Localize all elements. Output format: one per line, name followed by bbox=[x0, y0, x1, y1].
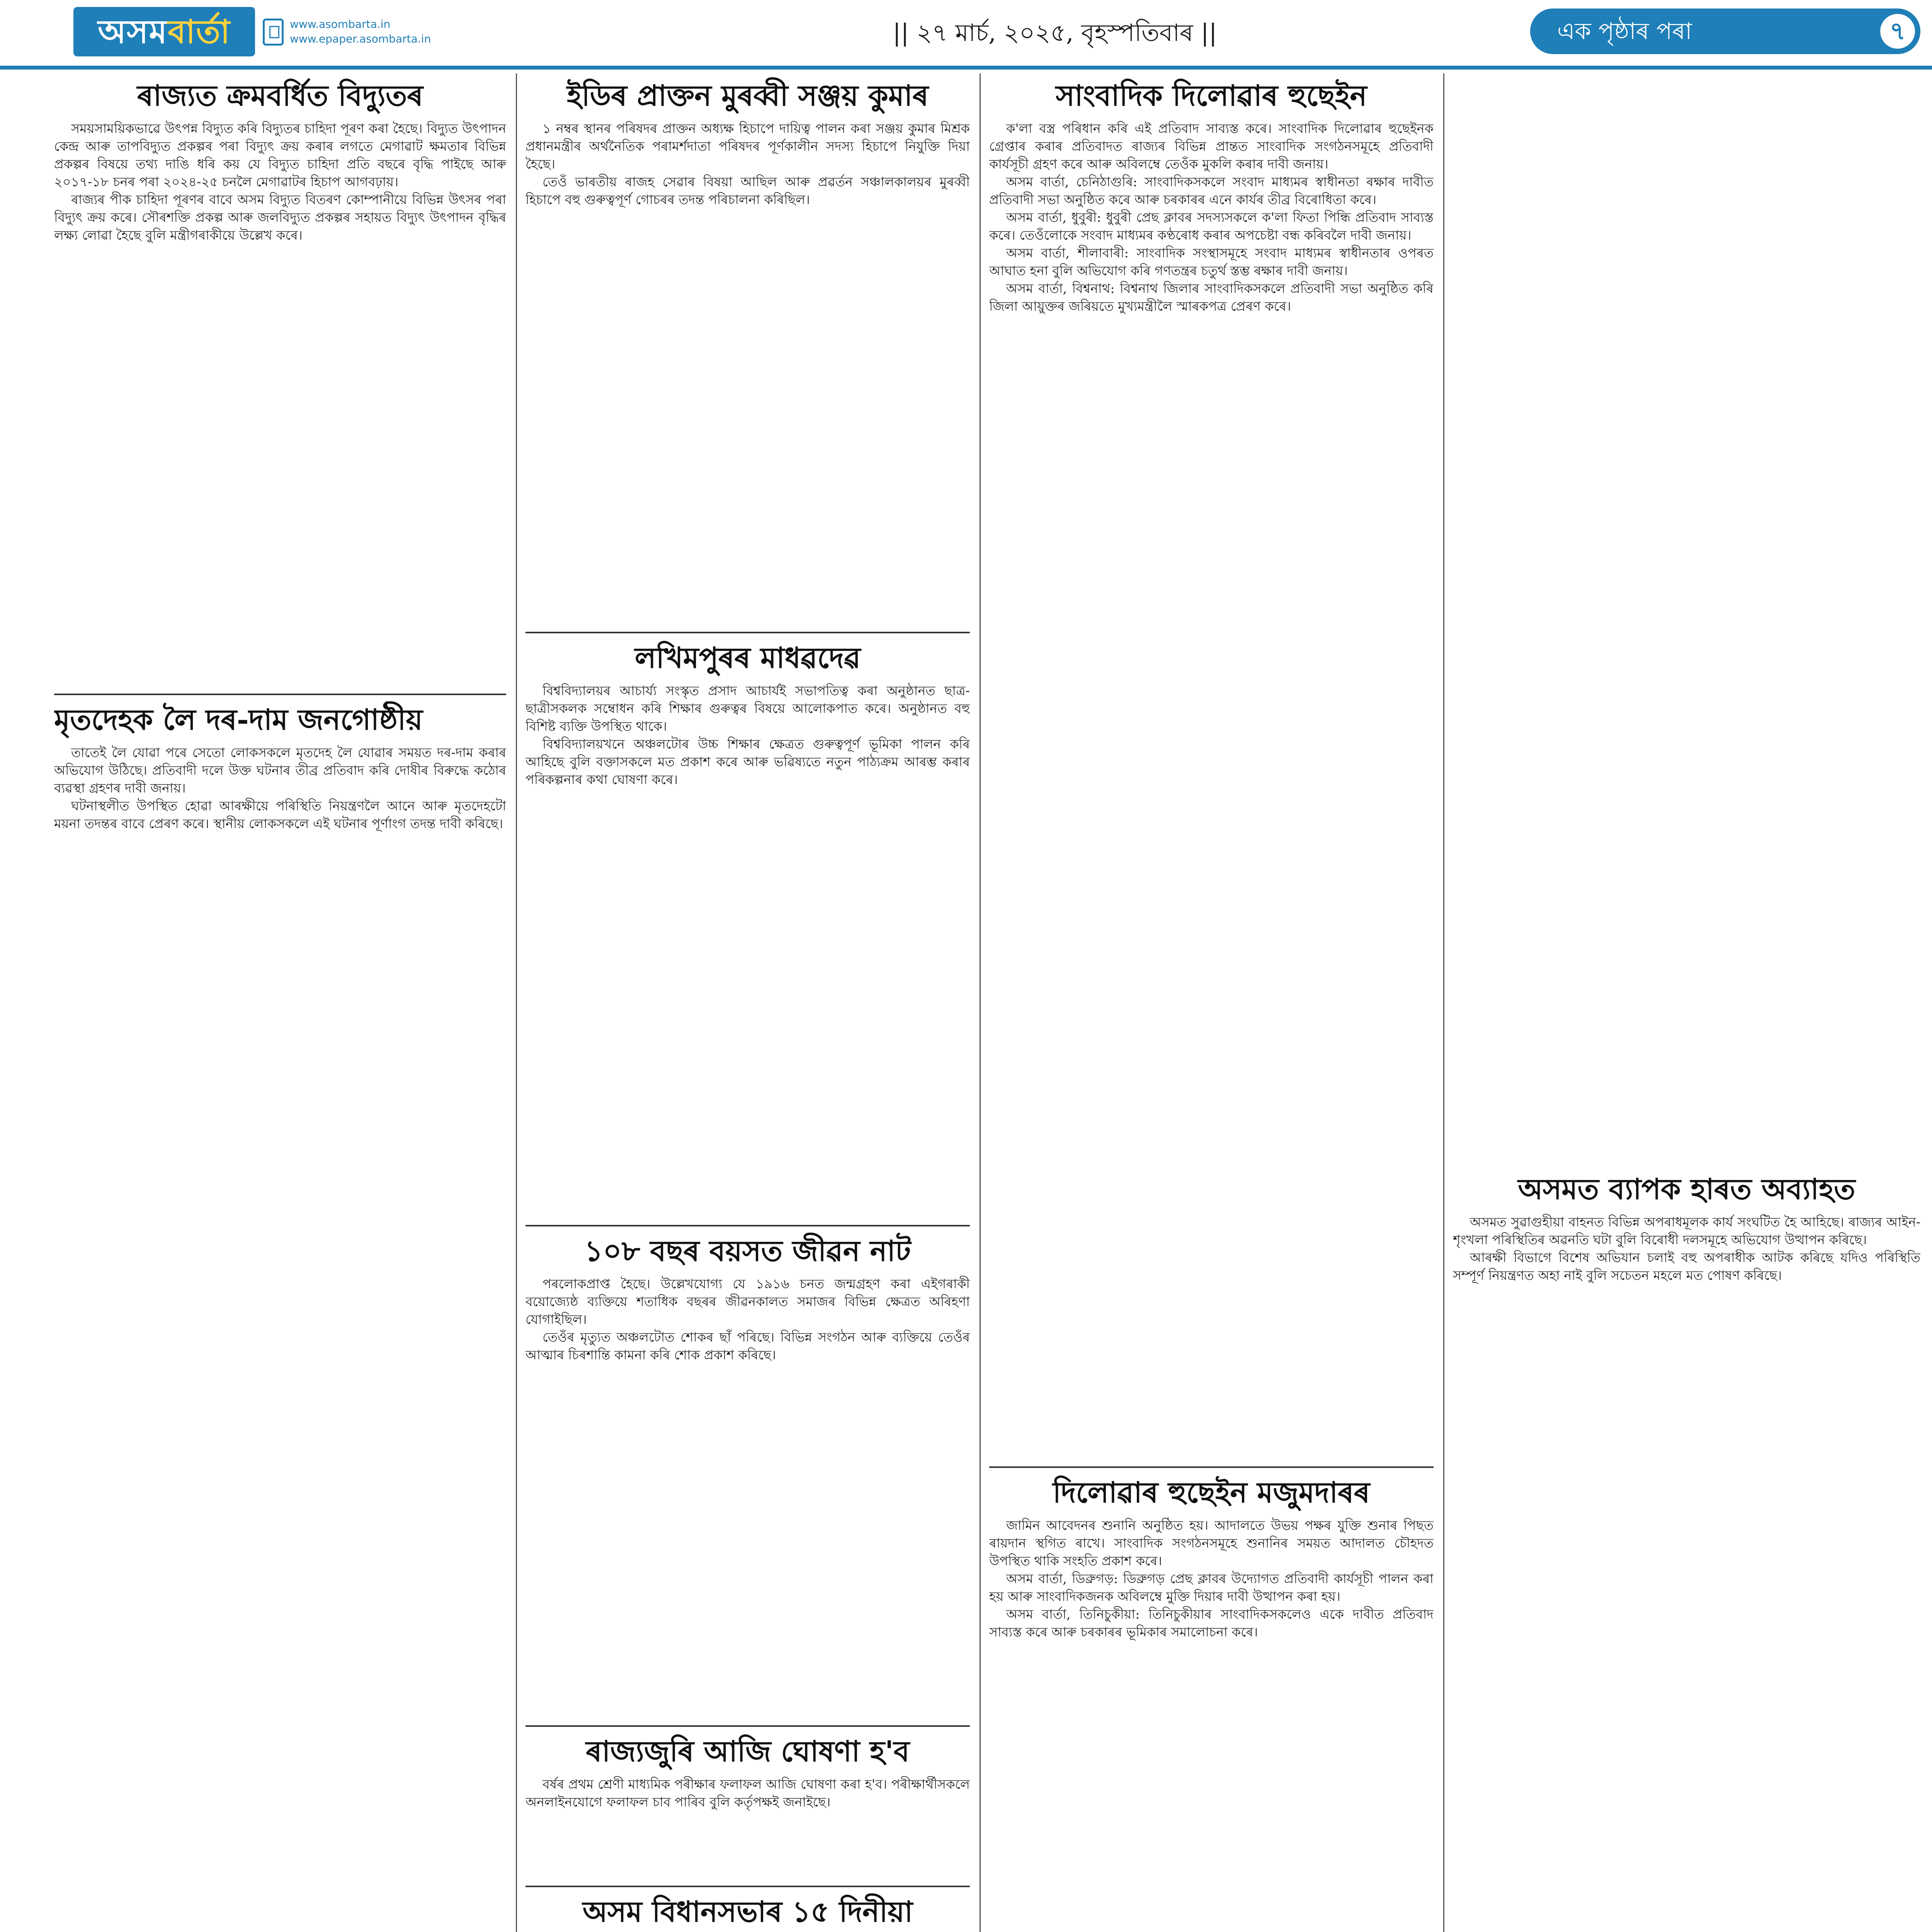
column-divider bbox=[516, 73, 517, 1932]
article-result bbox=[526, 1733, 970, 1880]
article-headline: মৃতদেহক লৈ দৰ-দাম জনগোষ্ঠীয় bbox=[54, 703, 423, 736]
article-lakhimpur bbox=[526, 639, 970, 1219]
article-journalist bbox=[989, 77, 1434, 1461]
logo-text-b: বাৰ্তা bbox=[168, 13, 231, 51]
section-divider bbox=[526, 1225, 970, 1226]
article-assam-crime bbox=[1453, 1171, 1920, 1932]
article-headline: ৰাজ্যজুৰি আজি ঘোষণা হ'ব bbox=[586, 1735, 910, 1768]
article-electricity bbox=[54, 77, 506, 688]
article-paragraph: তাতেই লৈ যোৱা পৰে সেতো লোকসকলে মৃতদেহ লৈ যোৱাৰ সময়ত দৰ-দাম কৰাৰ অভিযোগ উঠিছে। প্ৰতিবাদী দলে উক্ত ঘটনাৰ তীব্ৰ প্ৰতিবাদ কৰি দোষীৰ বিৰুদ্ধে কঠোৰ ব্যৱস্থা গ্ৰহণৰ দাবী জনায়। bbox=[54, 745, 506, 796]
article-paragraph: ১ নম্বৰ স্থানৰ পৰিষদৰ প্ৰাক্তন অধ্যক্ষ হিচাপে দায়িত্ব পালন কৰা সঞ্জয় কুমাৰ মিশ্ৰক প্ৰধানমন্ত্ৰীৰ অৰ্থনৈতিক পৰামৰ্শদাতা পৰিষদৰ পূৰ্ণকালীন সদস্য হিচাপে নিযুক্তি দিয়া হৈছে। bbox=[526, 121, 970, 172]
article-assembly bbox=[526, 1893, 970, 1932]
article-paragraph: সময়সাময়িকভাৱে উৎপন্ন বিদ্যুত কৰি বিদ্যুতৰ চাহিদা পূৰণ কৰা হৈছে। বিদ্যুত উৎপাদন কেন্দ্ৰ আৰু তাপবিদ্যুত প্ৰকল্পৰ পৰা বিদ্যুৎ ক্ৰয় কৰাৰ লগতে মেগাৱাট ক্ষমতাৰ বিভিন্ন প্ৰকল্পৰ বিষয়ে তথ্য দাঙি ধৰি কয় যে বিদ্যুত চাহিদা প্ৰতি বছৰে বৃদ্ধি পাইছে আৰু ২০১৭-১৮ চনৰ পৰা ২০২৪-২৫ চনলৈ মেগাৱাটৰ হিচাপ আগবঢ়ায়। bbox=[54, 121, 506, 189]
page-continuation-label: এক পৃষ্ঠাৰ পৰা bbox=[1557, 18, 1692, 45]
article-paragraph: আৰক্ষী বিভাগে বিশেষ অভিযান চলাই বহু অপৰাধীক আটক কৰিছে যদিও পৰিস্থিতি সম্পূৰ্ণ নিয়ন্ত্ৰণত অহা নাই বুলি সচেতন মহলে মত পোষণ কৰিছে। bbox=[1453, 1250, 1920, 1283]
article-paragraph: পৰলোকপ্ৰাপ্ত হৈছে। উল্লেখযোগ্য যে ১৯১৬ চনত জন্মগ্ৰহণ কৰা এইগৰাকী বয়োজ্যেষ্ঠ ব্যক্তিয়ে শতাধিক বছৰৰ জীৱনকালত সমাজৰ বিভিন্ন ক্ষেত্ৰত অৰিহণা যোগাইছিল। bbox=[526, 1276, 970, 1327]
article-paragraph: অসম বাৰ্তা, শীলাবাৰী: সাংবাদিক সংস্থাসমূহে সংবাদ মাধ্যমৰ স্বাধীনতাৰ ওপৰত আঘাত হনা বুলি অভিযোগ কৰি গণতন্ত্ৰৰ চতুৰ্থ স্তম্ভ ৰক্ষাৰ দাবী জনায়। bbox=[989, 245, 1434, 278]
article-body bbox=[1453, 1213, 1920, 1284]
article-body bbox=[526, 682, 970, 789]
section-divider bbox=[526, 632, 970, 633]
website-links bbox=[290, 17, 431, 46]
page-number: ৭ bbox=[1880, 14, 1915, 49]
mobile-icon bbox=[263, 19, 284, 46]
article-headline: সাংবাদিক দিলোৱাৰ হুছেইন bbox=[1056, 79, 1367, 112]
article-headline: দিলোৱাৰ হুছেইন মজুমদাৰৰ bbox=[1053, 1476, 1370, 1509]
epaper-link[interactable]: www.epaper.asombarta.in bbox=[290, 32, 431, 45]
masthead bbox=[0, 0, 1932, 70]
section-divider bbox=[526, 1886, 970, 1887]
logo-text-a: অসম bbox=[98, 13, 168, 51]
article-paragraph: বৰ্ষৰ প্ৰথম শ্ৰেণী মাধ্যমিক পৰীক্ষাৰ ফলাফল আজি ঘোষণা কৰা হ'ব। পৰীক্ষাৰ্থীসকলে অনলাইনযোগে ফলাফল চাব পাৰিব বুলি কৰ্তৃপক্ষই জনাইছে। bbox=[526, 1777, 970, 1810]
article-paragraph: তেওঁৰ মৃত্যুত অঞ্চলটোত শোকৰ ছাঁ পৰিছে। বিভিন্ন সংগঠন আৰু ব্যক্তিয়ে তেওঁৰ আত্মাৰ চিৰশান্তি কামনা কৰি শোক প্ৰকাশ কৰিছে। bbox=[526, 1330, 970, 1362]
article-body bbox=[54, 744, 506, 833]
article-majumdar bbox=[989, 1474, 1434, 1932]
article-body bbox=[526, 120, 970, 209]
article-paragraph: অসম বাৰ্তা, তিনিচুকীয়া: তিনিচুকীয়াৰ সাংবাদিকসকলেও একে দাবীত প্ৰতিবাদ সাব্যস্ত কৰে আৰু চৰকাৰৰ ভূমিকাৰ সমালোচনা কৰে। bbox=[989, 1607, 1434, 1639]
article-dead-body bbox=[54, 701, 506, 1932]
article-body bbox=[54, 120, 506, 244]
website-link[interactable]: www.asombarta.in bbox=[290, 18, 391, 31]
article-headline: ইডিৰ প্ৰাক্তন মুৰব্বী সঞ্জয় কুমাৰ bbox=[566, 79, 929, 112]
column-divider bbox=[1443, 73, 1444, 1932]
article-headline: ৰাজ্যত ক্ৰমবৰ্ধিত বিদ্যুতৰ bbox=[137, 79, 423, 112]
article-paragraph: তেওঁ ভাৰতীয় ৰাজহ সেৱাৰ বিষয়া আছিল আৰু প্ৰৱৰ্তন সঞ্চালকালয়ৰ মুৰব্বী হিচাপে বহু গুৰুত্বপূৰ্ণ গোচৰৰ তদন্ত পৰিচালনা কৰিছিল। bbox=[526, 174, 970, 207]
article-body bbox=[526, 1275, 970, 1364]
article-body bbox=[526, 1776, 970, 1811]
article-paragraph: অসম বাৰ্তা, ধুবুৰী: ধুবুৰী প্ৰেছ ক্লাবৰ সদস্যসকলে ক'লা ফিতা পিন্ধি প্ৰতিবাদ সাব্যস্ত কৰে। তেওঁলোকে সংবাদ মাধ্যমৰ কণ্ঠৰোধ কৰাৰ অপচেষ্টা বন্ধ কৰিবলৈ দাবী জনায়। bbox=[989, 210, 1434, 243]
page-continuation-badge bbox=[1530, 9, 1920, 54]
dateline: || ২৭ মাৰ্চ, ২০২৫, বৃহস্পতিবাৰ || bbox=[893, 19, 1217, 47]
article-paragraph: বিশ্ববিদ্যালয়ৰ আচাৰ্য্য সংস্কৃত প্ৰসাদ আচাৰ্যই সভাপতিত্ব কৰা অনুষ্ঠানত ছাত্ৰ-ছাত্ৰীসকলক সম্বোধন কৰি শিক্ষাৰ গুৰুত্বৰ বিষয়ে আলোকপাত কৰে। অনুষ্ঠানত বহু বিশিষ্ট ব্যক্তি উপস্থিত থাকে। bbox=[526, 683, 970, 734]
article-headline: লখিমপুৰৰ মাধৱদেৱ bbox=[634, 641, 861, 675]
article-paragraph: অসম বাৰ্তা, ডিব্ৰুগড়: ডিব্ৰুগড় প্ৰেছ ক্লাবৰ উদ্যোগত প্ৰতিবাদী কাৰ্যসূচী পালন কৰা হয় আৰু সাংবাদিকজনক অবিলম্বে মুক্তি দিয়াৰ দাবী উত্থাপন কৰা হয়। bbox=[989, 1571, 1434, 1604]
article-paragraph: অসম বাৰ্তা, বিশ্বনাথ: বিশ্বনাথ জিলাৰ সাংবাদিকসকলে প্ৰতিবাদী সভা অনুষ্ঠিত কৰি জিলা আয়ুক্তৰ জৰিয়তে মুখ্যমন্ত্ৰীলৈ স্মাৰকপত্ৰ প্ৰেৰণ কৰে। bbox=[989, 281, 1434, 314]
article-headline: অসমত ব্যাপক হাৰত অব্যাহত bbox=[1518, 1173, 1855, 1206]
article-paragraph: বিশ্ববিদ্যালয়খনে অঞ্চলটোৰ উচ্চ শিক্ষাৰ ক্ষেত্ৰত গুৰুত্বপূৰ্ণ ভূমিকা পালন কৰি আহিছে বুলি বক্তাসকলে মত প্ৰকাশ কৰে আৰু ভৱিষ্যতে নতুন পাঠ্যক্ৰম আৰম্ভ কৰাৰ পৰিকল্পনাৰ কথা ঘোষণা কৰে। bbox=[526, 736, 970, 787]
article-paragraph: অসম বাৰ্তা, চেনিঠাগুৰি: সাংবাদিকসকলে সংবাদ মাধ্যমৰ স্বাধীনতা ৰক্ষাৰ দাবীত প্ৰতিবাদী সভা অনুষ্ঠিত কৰে আৰু চৰকাৰৰ এনে কাৰ্যৰ তীব্ৰ বিৰোধিতা কৰে। bbox=[989, 174, 1434, 207]
section-divider bbox=[989, 1466, 1434, 1468]
article-headline: ১০৮ বছৰ বয়সত জীৱন নাট bbox=[584, 1235, 911, 1268]
article-108-years bbox=[526, 1233, 970, 1719]
newspaper-logo[interactable] bbox=[73, 7, 255, 56]
article-headline: অসম বিধানসভাৰ ১৫ দিনীয়া bbox=[582, 1895, 913, 1929]
article-paragraph: জামিন আবেদনৰ শুনানি অনুষ্ঠিত হয়। আদালতে উভয় পক্ষৰ যুক্তি শুনাৰ পিছত ৰায়দান স্থগিত ৰাখে। সাংবাদিক সংগঠনসমূহে শুনানিৰ সময়ত আদালত চৌহদত উপস্থিত থাকি সংহতি প্ৰকাশ কৰে। bbox=[989, 1518, 1434, 1568]
article-body bbox=[989, 1517, 1434, 1641]
article-paragraph: ক'লা বস্ত্ৰ পৰিধান কৰি এই প্ৰতিবাদ সাব্যস্ত কৰে। সাংবাদিক দিলোৱাৰ হুছেইনক গ্ৰেপ্তাৰ কৰাৰ প্ৰতিবাদত ৰাজ্যৰ বিভিন্ন প্ৰান্তত সাংবাদিক সংগঠনসমূহে প্ৰতিবাদী কাৰ্যসূচী গ্ৰহণ কৰে আৰু অবিলম্বে তেওঁক মুকলি কৰাৰ দাবী জনায়। bbox=[989, 121, 1434, 172]
article-paragraph: ৰাজ্যৰ পীক চাহিদা পূৰণৰ বাবে অসম বিদ্যুত বিতৰণ কোম্পানীয়ে বিভিন্ন উৎসৰ পৰা বিদ্যুৎ ক্ৰয় কৰে। সৌৰশক্তি প্ৰকল্প আৰু জলবিদ্যুত প্ৰকল্পৰ সহায়ত বিদ্যুৎ উৎপাদন বৃদ্ধিৰ লক্ষ্য লোৱা হৈছে বুলি মন্ত্ৰীগৰাকীয়ে উল্লেখ কৰে। bbox=[54, 192, 506, 243]
section-divider bbox=[526, 1725, 970, 1727]
article-paragraph: অসমত সুৱাগুহীয়া বাহনত বিভিন্ন অপৰাধমূলক কাৰ্য সংঘটিত হৈ আহিছে। ৰাজ্যৰ আইন-শৃংখলা পৰিস্থিতিৰ অৱনতি ঘটা বুলি বিৰোধী দলসমূহে অভিযোগ উত্থাপন কৰিছে। bbox=[1453, 1214, 1920, 1247]
article-paragraph: ঘটনাস্থলীত উপস্থিত হোৱা আৰক্ষীয়ে পৰিস্থিতি নিয়ন্ত্ৰণলৈ আনে আৰু মৃতদেহটো ময়না তদন্তৰ বাবে প্ৰেৰণ কৰে। স্থানীয় লোকসকলে এই ঘটনাৰ পূৰ্ণাংগ তদন্ত দাবী কৰিছে। bbox=[54, 798, 506, 831]
column-divider bbox=[980, 73, 981, 1932]
article-body bbox=[989, 120, 1434, 315]
article-ed-chief bbox=[526, 77, 970, 626]
section-divider bbox=[54, 694, 506, 695]
